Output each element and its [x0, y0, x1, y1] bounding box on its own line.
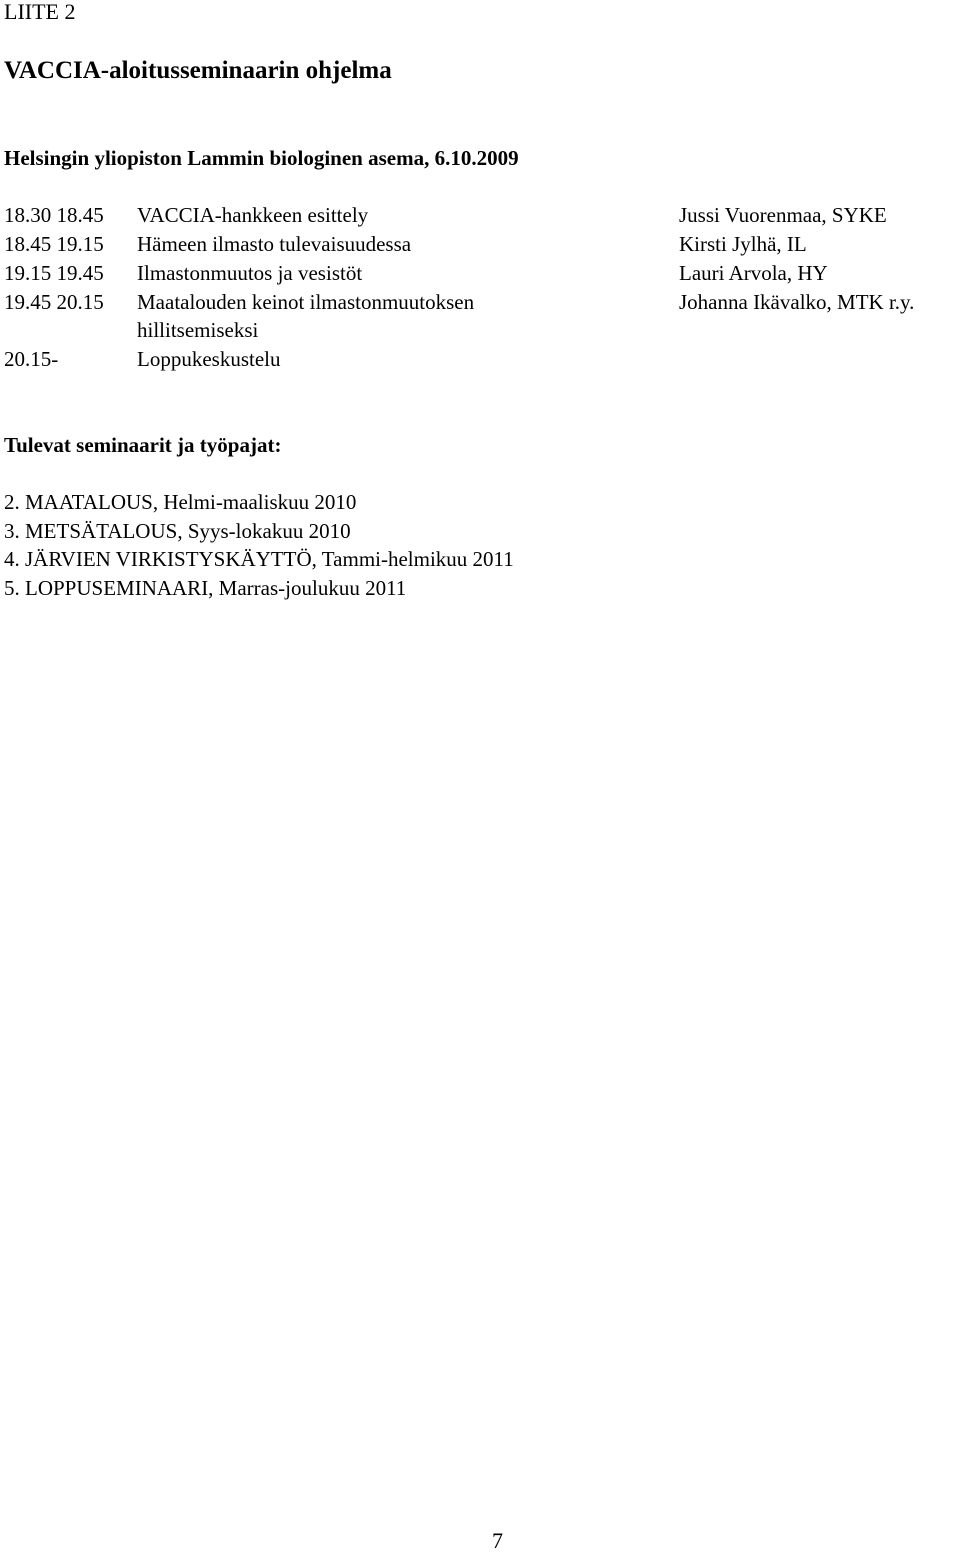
program-row — [0, 230, 960, 259]
upcoming-item: 5. LOPPUSEMINAARI, Marras-joulukuu 2011 — [4, 576, 407, 600]
program-row — [0, 288, 960, 317]
program-topic: Maatalouden keinot ilmastonmuutoksen — [137, 290, 475, 314]
program-topic: Ilmastonmuutos ja vesistöt — [137, 261, 363, 285]
program-topic: VACCIA-hankkeen esittely — [137, 203, 369, 227]
program-row — [0, 201, 960, 230]
program-topic: Loppukeskustelu — [137, 347, 281, 371]
program-row — [0, 259, 960, 288]
page-number: 7 — [492, 1528, 503, 1553]
program-time: 18.45 19.15 — [4, 232, 104, 256]
program-row — [0, 345, 960, 374]
event-location: Helsingin yliopiston Lammin biologinen asema, 6.10.2009 — [4, 146, 519, 170]
upcoming-item: 2. MAATALOUS, Helmi-maaliskuu 2010 — [4, 490, 357, 514]
program-time: 19.45 20.15 — [4, 290, 104, 314]
upcoming-item: 3. METSÄTALOUS, Syys-lokakuu 2010 — [4, 519, 351, 543]
program-time: 19.15 19.45 — [4, 261, 104, 285]
program-topic: Hämeen ilmasto tulevaisuudessa — [137, 232, 412, 256]
upcoming-heading: Tulevat seminaarit ja työpajat: — [4, 433, 282, 457]
upcoming-item: 4. JÄRVIEN VIRKISTYSKÄYTTÖ, Tammi-helmikuu 2011 — [4, 547, 514, 571]
program-topic: hillitsemiseksi — [137, 318, 259, 342]
document-title: VACCIA-aloitusseminaarin ohjelma — [4, 57, 392, 84]
program-row-continuation — [0, 316, 960, 345]
program-speaker: Lauri Arvola, HY — [679, 261, 828, 285]
appendix-label: LIITE 2 — [4, 0, 76, 24]
program-speaker: Jussi Vuorenmaa, SYKE — [679, 203, 887, 227]
program-speaker: Johanna Ikävalko, MTK r.y. — [679, 290, 915, 314]
program-time: 20.15- — [4, 347, 59, 371]
program-time: 18.30 18.45 — [4, 203, 104, 227]
program-speaker: Kirsti Jylhä, IL — [679, 232, 807, 256]
